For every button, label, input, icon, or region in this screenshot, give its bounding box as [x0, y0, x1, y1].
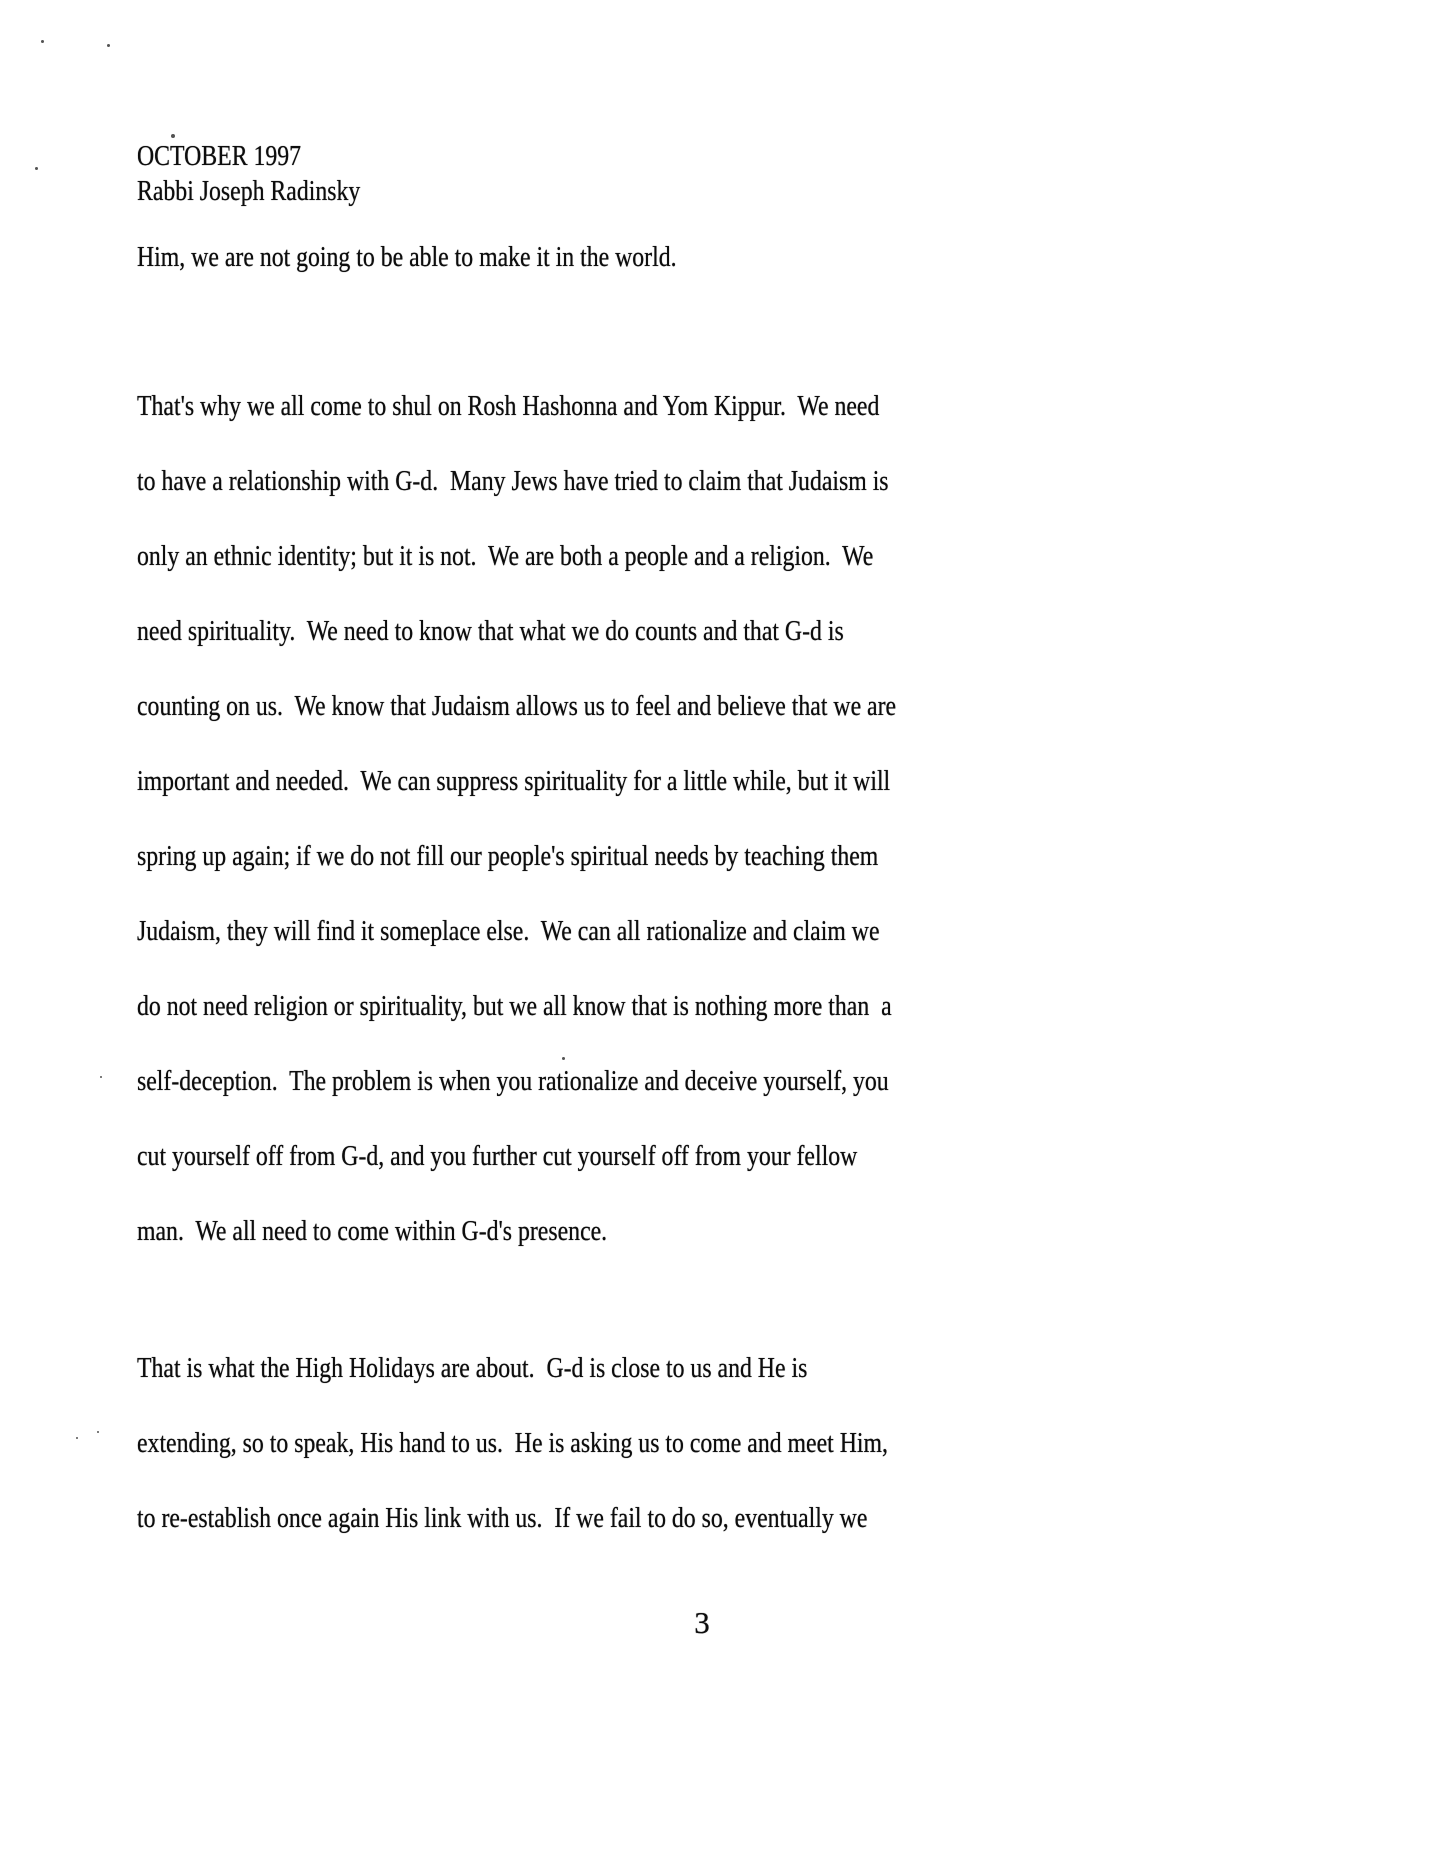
text-line: man. We all need to come within G-d's presence.	[137, 1215, 608, 1247]
scan-speck	[41, 40, 44, 43]
scan-speck	[97, 1431, 99, 1433]
text-line: extending, so to speak, His hand to us. He is asking us to come and meet Him,	[137, 1427, 888, 1459]
text-line: cut yourself off from G-d, and you further cut yourself off from your fellow	[137, 1140, 858, 1172]
text-line: Judaism, they will find it someplace else. We can all rationalize and claim we	[137, 915, 880, 947]
text-line: do not need religion or spirituality, but we all know that is nothing more than a	[137, 990, 892, 1022]
carryover-paragraph	[137, 237, 677, 277]
text-line: to have a relationship with G-d. Many Jews have tried to claim that Judaism is	[137, 465, 889, 497]
text-line: That is what the High Holidays are about. G-d is close to us and He is	[137, 1352, 808, 1384]
text-line: That's why we all come to shul on Rosh Hashonna and Yom Kippur. We need	[137, 390, 880, 422]
text-line: spring up again; if we do not fill our people's spiritual needs by teaching them	[137, 840, 879, 872]
scan-speck	[100, 1076, 102, 1078]
page-footer	[0, 1603, 1404, 1643]
text-line: to re-establish once again His link with us. If we fail to do so, eventually we	[137, 1502, 868, 1534]
text-line: counting on us. We know that Judaism allows us to feel and believe that we are	[137, 690, 897, 722]
scan-speck	[35, 167, 38, 170]
header-date: OCTOBER 1997	[137, 140, 302, 172]
header-author: Rabbi Joseph Radinsky	[137, 175, 361, 207]
text-line: only an ethnic identity; but it is not. We are both a people and a religion. We	[137, 540, 874, 572]
paragraph-1	[137, 369, 896, 1269]
text-line: Him, we are not going to be able to make it in the world.	[137, 241, 677, 273]
text-line: self-deception. The problem is when you rationalize and deceive yourself, you	[137, 1065, 889, 1097]
document-header	[137, 139, 360, 209]
page-number: 3	[694, 1605, 710, 1640]
paragraph-2	[137, 1331, 888, 1556]
scan-speck	[171, 134, 175, 138]
text-line: important and needed. We can suppress spirituality for a little while, but it will	[137, 765, 891, 797]
scan-speck	[76, 1437, 78, 1439]
text-line: need spirituality. We need to know that what we do counts and that G-d is	[137, 615, 844, 647]
scan-speck	[107, 44, 110, 47]
